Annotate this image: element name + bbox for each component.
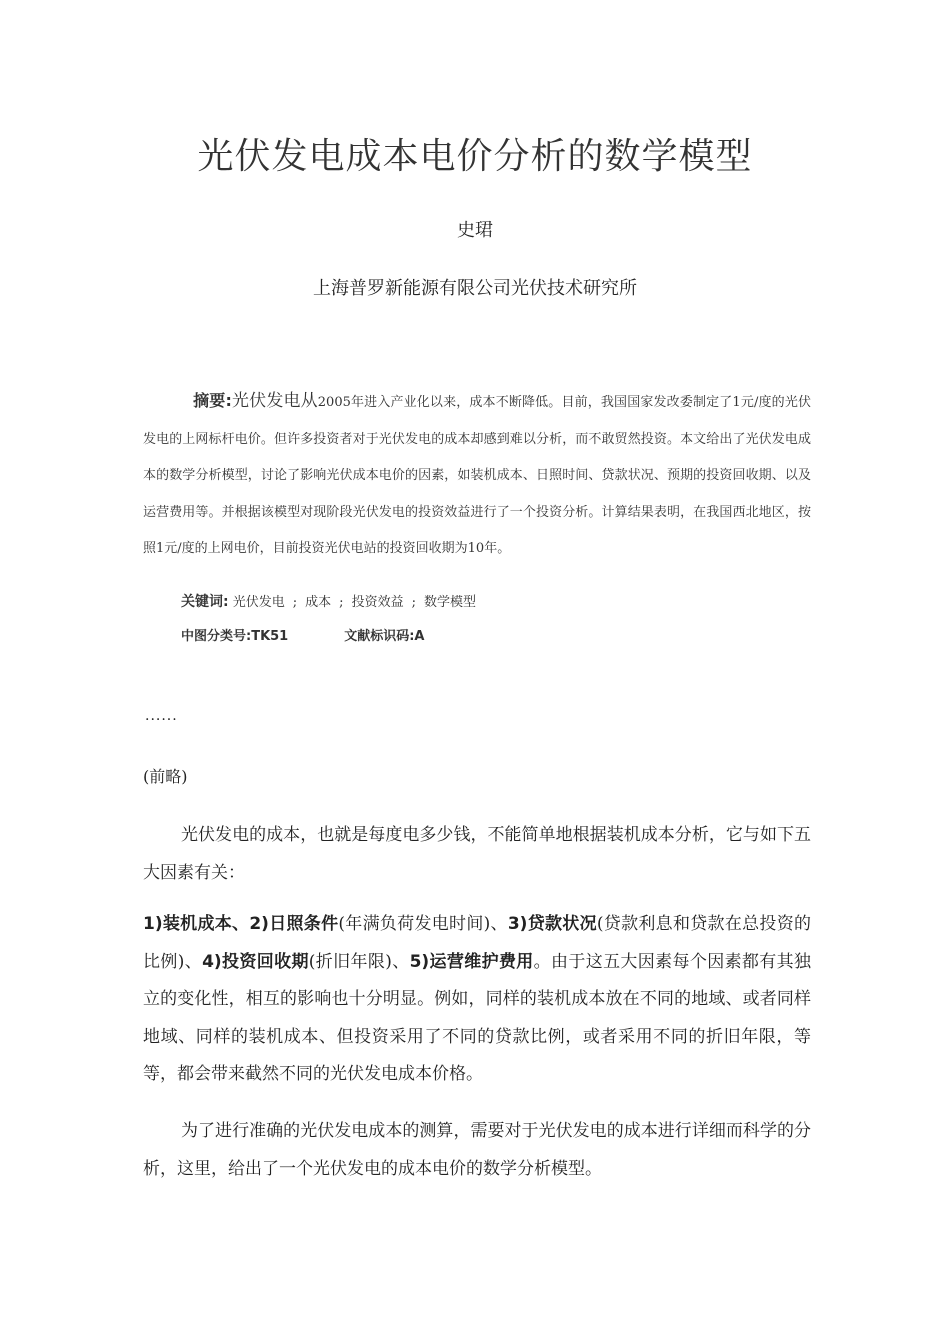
factor-5: 5)运营维护费用 bbox=[409, 951, 534, 972]
paragraph-2-rest: 。由于这五大因素每个因素都有其独立的变化性，相互的影响也十分明显。例如，同样的装机成本放在不同的地域、或者同样地域、同样的装机成本、但投资采用了不同的贷款比例，或者采用不同的折旧年限，等等，都会带来截然不同的光伏发电成本价格。 bbox=[143, 951, 811, 1085]
document-code: 文献标识码:A bbox=[344, 629, 425, 644]
omitted-note: (前略) bbox=[143, 767, 188, 786]
abstract-lead: 光伏发电从 bbox=[231, 391, 318, 411]
paragraph-1: 光伏发电的成本，也就是每度电多少钱，不能简单地根据装机成本分析，它与如下五大因素有关： bbox=[143, 825, 811, 883]
keyword-item: 投资效益 bbox=[351, 595, 404, 610]
keyword-item: 光伏发电 bbox=[232, 595, 285, 610]
factor-3-note: (贷款利息和贷款在总投资的比例)、 bbox=[143, 914, 811, 972]
factor-4: 4)投资回收期 bbox=[202, 951, 309, 972]
abstract-label: 摘要: bbox=[193, 391, 232, 410]
keyword-separator: ; bbox=[292, 595, 298, 610]
ellipsis: ...... bbox=[145, 708, 178, 724]
keyword-separator: ; bbox=[339, 595, 344, 610]
document-title: 光伏发电成本电价分析的数学模型 bbox=[197, 136, 753, 177]
factor-4-note: (折旧年限)、 bbox=[308, 951, 410, 972]
keywords bbox=[181, 591, 476, 611]
factor-2: 2)日照条件 bbox=[249, 914, 339, 934]
paragraph-3: 为了进行准确的光伏发电成本的测算，需要对于光伏发电的成本进行详细而科学的分析，这里，给出了一个光伏发电的成本电价的数学分析模型。 bbox=[143, 1121, 811, 1179]
factor-1: 1)装机成本、 bbox=[143, 914, 250, 934]
paragraph-2 bbox=[143, 906, 811, 1094]
keywords-label: 关键词: bbox=[181, 594, 229, 610]
keyword-item: 数学模型 bbox=[423, 595, 476, 610]
clc-code: 中图分类号:TK51 bbox=[181, 629, 289, 644]
factor-3: 3)贷款状况 bbox=[507, 914, 597, 934]
abstract bbox=[143, 383, 811, 568]
keyword-separator: ; bbox=[411, 595, 416, 610]
factor-2-note: (年满负荷发电时间)、 bbox=[338, 914, 508, 934]
keyword-item: 成本 bbox=[305, 595, 332, 610]
affiliation: 上海普罗新能源有限公司光伏技术研究所 bbox=[313, 278, 637, 299]
abstract-body: 2005年进入产业化以来，成本不断降低。目前，我国国家发改委制定了1元/度的光伏发电的上网标杆电价。但许多投资者对于光伏发电的成本却感到难以分析，而不敢贸然投资。本文给出了光伏发电成本的数学分析模型，讨论了影响光伏成本电价的因素，如装机成本、日照时间、贷款状况、预期的投资回收期、以及运营费用等。并根据该模型对现阶段光伏发电的投资效益进行了一个投资分析。计算结果表明，在我国西北地区，按照1元/度的上网电价，目前投资光伏电站的投资回收期为10年。 bbox=[143, 395, 811, 557]
classification bbox=[181, 625, 425, 644]
author-name: 史珺 bbox=[457, 220, 493, 241]
